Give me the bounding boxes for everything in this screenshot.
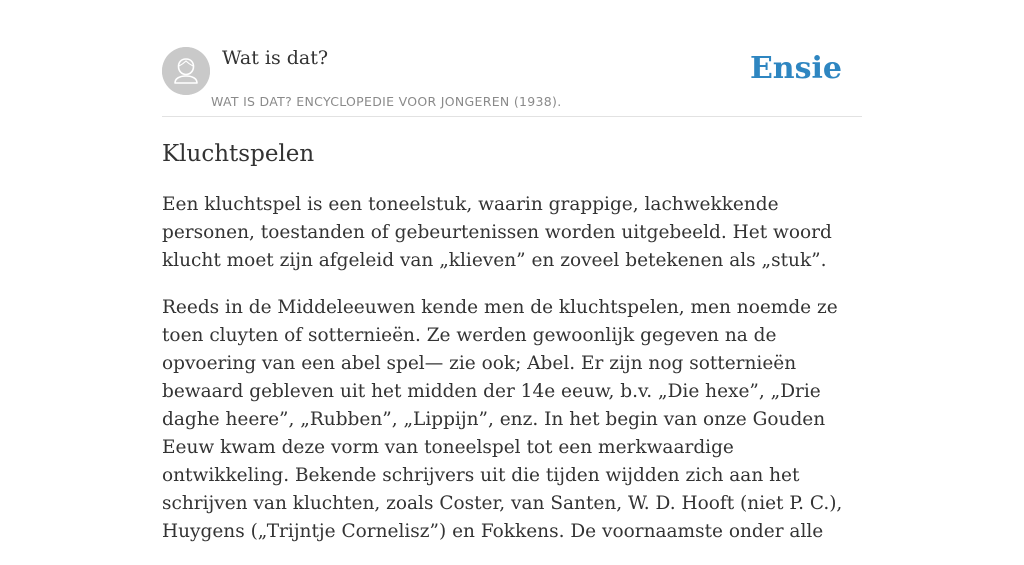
article-title: Kluchtspelen — [162, 141, 315, 167]
source-header — [162, 44, 862, 117]
user-icon[interactable] — [162, 47, 210, 95]
source-subtitle[interactable]: WAT IS DAT? ENCYCLOPEDIE VOOR JONGEREN (1938). — [211, 94, 562, 109]
article-paragraph: Reeds in de Middeleeuwen kende men de kluchtspelen, men noemde ze toen cluyten of sotternieën. Ze werden gewoonlijk gegeven na de opvoering van een abel spel— zie ook; Abel. Er zijn nog sotternieën bewaard gebleven uit het midden der 14e eeuw, b.v. „Die hexe”, „Drie daghe heere”, „Rubben”, „Lippijn”, enz. In het begin van onze Gouden Eeuw kwam deze vorm van toneelspel tot een merkwaardige ontwikkeling. Bekende schrijvers uit die tijden wijdden zich aan het schrijven van kluchten, zoals Coster, van Santen, W. D. Hooft (niet P. C.), Huygens („Trijntje Cornelisz”) en Fokkens. De voornaamste onder alle — [162, 297, 843, 542]
article — [162, 138, 862, 565]
ensie-logo[interactable]: Ensie — [749, 51, 842, 86]
article-paragraph: Een kluchtspel is een toneelstuk, waarin grappige, lachwekkende personen, toestanden of gebeurtenissen worden uitgebeeld. Het woord klucht moet zijn afgeleid van „klieven” en zoveel betekenen als „stuk”. — [162, 194, 832, 271]
source-title[interactable]: Wat is dat? — [222, 47, 329, 69]
